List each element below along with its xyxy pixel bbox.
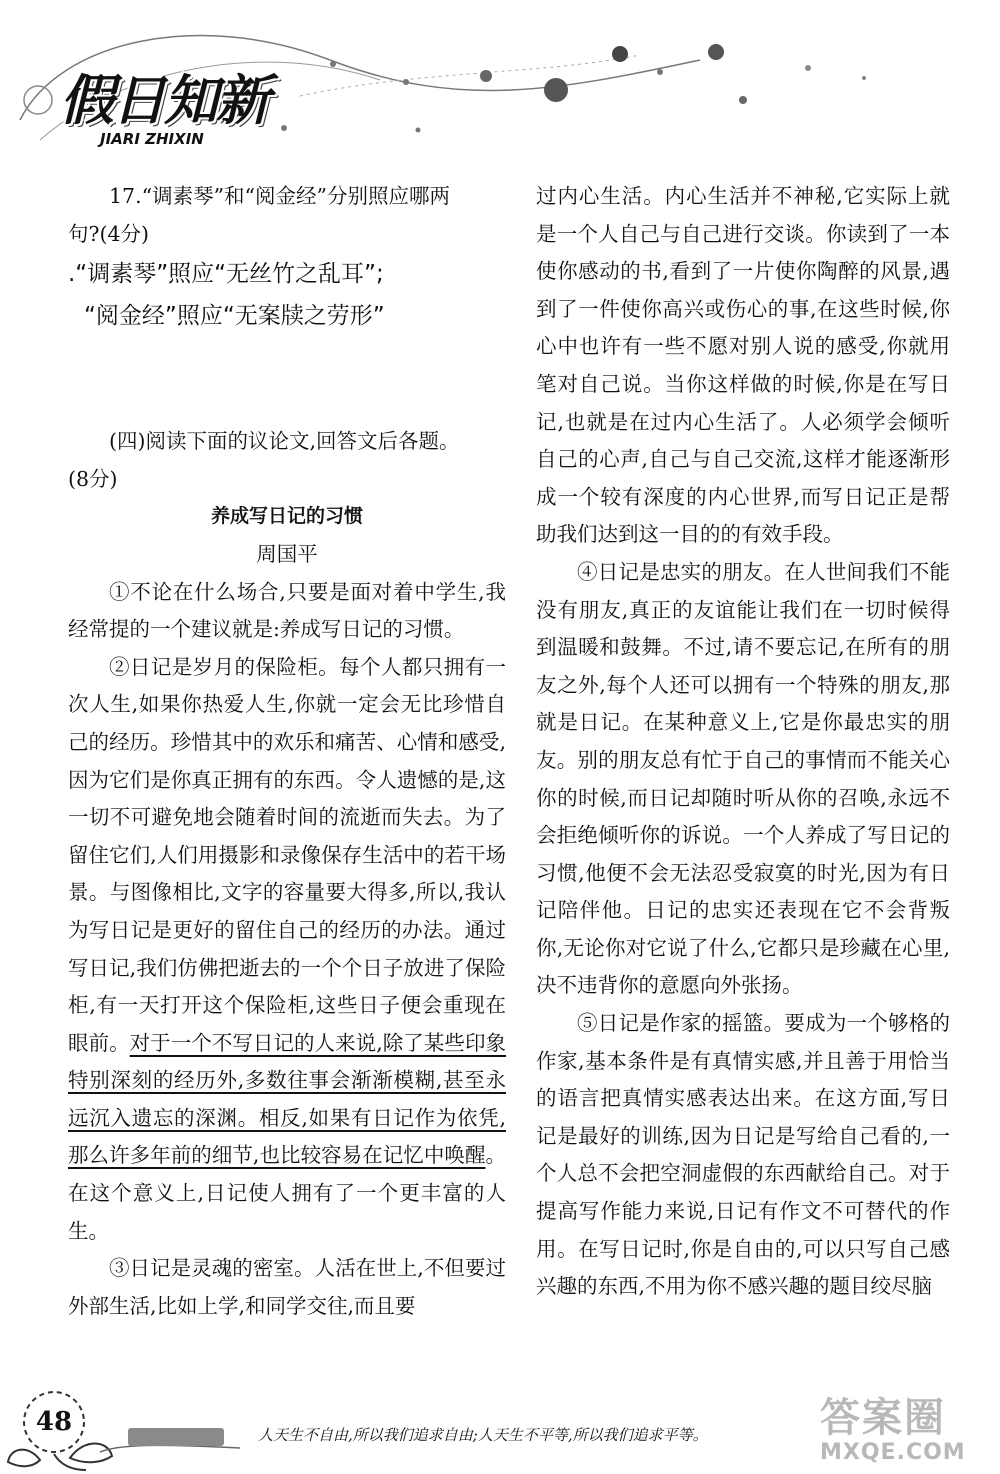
- paragraph-3-continued: 过内心生活。内心生活并不神秘,它实际上就是一个人自己与自己进行交谈。你读到了一本使你感动的书,看到了一片使你陶醉的风景,遇到了一件使你高兴或伤心的事,在这些时候,你心中也许有一些不愿对别人说的感受,你就用笔对自己说。当你这样做的时候,你是在写日记,也就是在过内心生活了。人必须学会倾听自己的心声,自己与自己交流,这样才能逐渐形成一个较有深度的内心世界,而写日记正是帮助我们达到这一目的的有效手段。: [536, 184, 950, 547]
- watermark-cn: 答案圈: [820, 1395, 946, 1441]
- page-number: 48: [35, 1407, 73, 1437]
- watermark: [820, 1396, 990, 1470]
- footer-tag-bar: [128, 1428, 224, 1446]
- logo-title: 假日知新: [60, 69, 268, 132]
- answer-blank-space: [68, 337, 506, 423]
- left-column: [68, 178, 506, 1325]
- paragraph-2-text: ②日记是岁月的保险柜。每个人都只拥有一次人生,如果你热爱人生,你就一定会无比珍惜自己的经历。珍惜其中的欢乐和痛苦、心情和感受,因为它们是你真正拥有的东西。令人遗憾的是,这一切不可避免地会随着时间的流逝而失去。为了留住它们,人们用摄影和录像保存生活中的若干场景。与图像相比,文字的容量要大得多,所以,我认为写日记是更好的留住自己的经历的办法。通过写日记,我们仿佛把逝去的一个个日子放进了保险柜,有一天打开这个保险柜,这些日子便会重现在眼前。: [68, 654, 506, 1055]
- section-4-instruction: (四)阅读下面的议论文,回答文后各题。: [109, 429, 460, 454]
- handwritten-answer-line-2: “阅金经”照应“无案牍之劳形”: [84, 303, 385, 330]
- paragraph-3-start: ③日记是灵魂的密室。人活在世上,不但要过外部生活,比如上学,和同学交往,而且要: [68, 1256, 506, 1318]
- brand-logo: [60, 58, 270, 158]
- question-17: 17.“调素琴”和“阅金经”分别照应哪两: [109, 184, 451, 208]
- footer-motto: 人天生不自由,所以我们追求自由;人天生不平等,所以我们追求平等。: [258, 1426, 708, 1444]
- right-column: [536, 178, 950, 1306]
- page-header: [0, 0, 1000, 170]
- question-17-score: 句?(4分): [68, 221, 150, 246]
- paragraph-5: ⑤日记是作家的摇篮。要成为一个够格的作家,基本条件是有真情实感,并且善于用恰当的语言把真情实感表达出来。在这方面,写日记是最好的训练,因为日记是写给自己看的,一个人总不会把空洞虚假的东西献给自己。对于提高写作能力来说,日记有作文不可替代的作用。在写日记时,你是自由的,可以只写自己感兴趣的东西,不用为你不感兴趣的题目绞尽脑: [536, 1011, 950, 1299]
- article-author: 周国平: [256, 541, 318, 566]
- logo-pinyin: JIARI ZHIXIN: [100, 130, 204, 148]
- watermark-en: MXQE.COM: [820, 1440, 966, 1465]
- underlined-sentence: 对于一个不写日记的人来说,除了某些印象特别深刻的经历外,多数往事会渐渐模糊,甚至永远沉入遗忘的深渊。相反,如果有日记作为依凭,那么许多年前的细节,也比较容易在记忆中唤醒: [68, 1030, 506, 1168]
- section-4-score: (8分): [68, 466, 118, 491]
- paragraph-1: ①不论在什么场合,只要是面对着中学生,我经常提的一个建议就是:养成写日记的习惯。: [68, 579, 506, 642]
- paragraph-2-ending: 。在这个意义上,日记使人拥有了一个更丰富的人生。: [68, 1143, 506, 1243]
- paragraph-4: ④日记是忠实的朋友。在人世间我们不能没有朋友,真正的友谊能让我们在一切时候得到温暖和鼓舞。不过,请不要忘记,在所有的朋友之外,每个人还可以拥有一个特殊的朋友,那就是日记。在某种意义上,它是你最忠实的朋友。别的朋友总有忙于自己的事情而不能关心你的时候,而日记却随时听从你的召唤,永远不会拒绝倾听你的诉说。一个人养成了写日记的习惯,他便不会无法忍受寂寞的时光,因为有日记陪伴他。日记的忠实还表现在它不会背叛你,无论你对它说了什么,它都只是珍藏在心里,决不违背你的意愿向外张扬。: [536, 559, 950, 998]
- article-title: 养成写日记的习惯: [210, 505, 363, 528]
- paragraph-2: [68, 649, 506, 1251]
- page-footer: [0, 1378, 1000, 1474]
- handwritten-answer-line-1: .“调素琴”照应“无丝竹之乱耳”;: [68, 261, 384, 288]
